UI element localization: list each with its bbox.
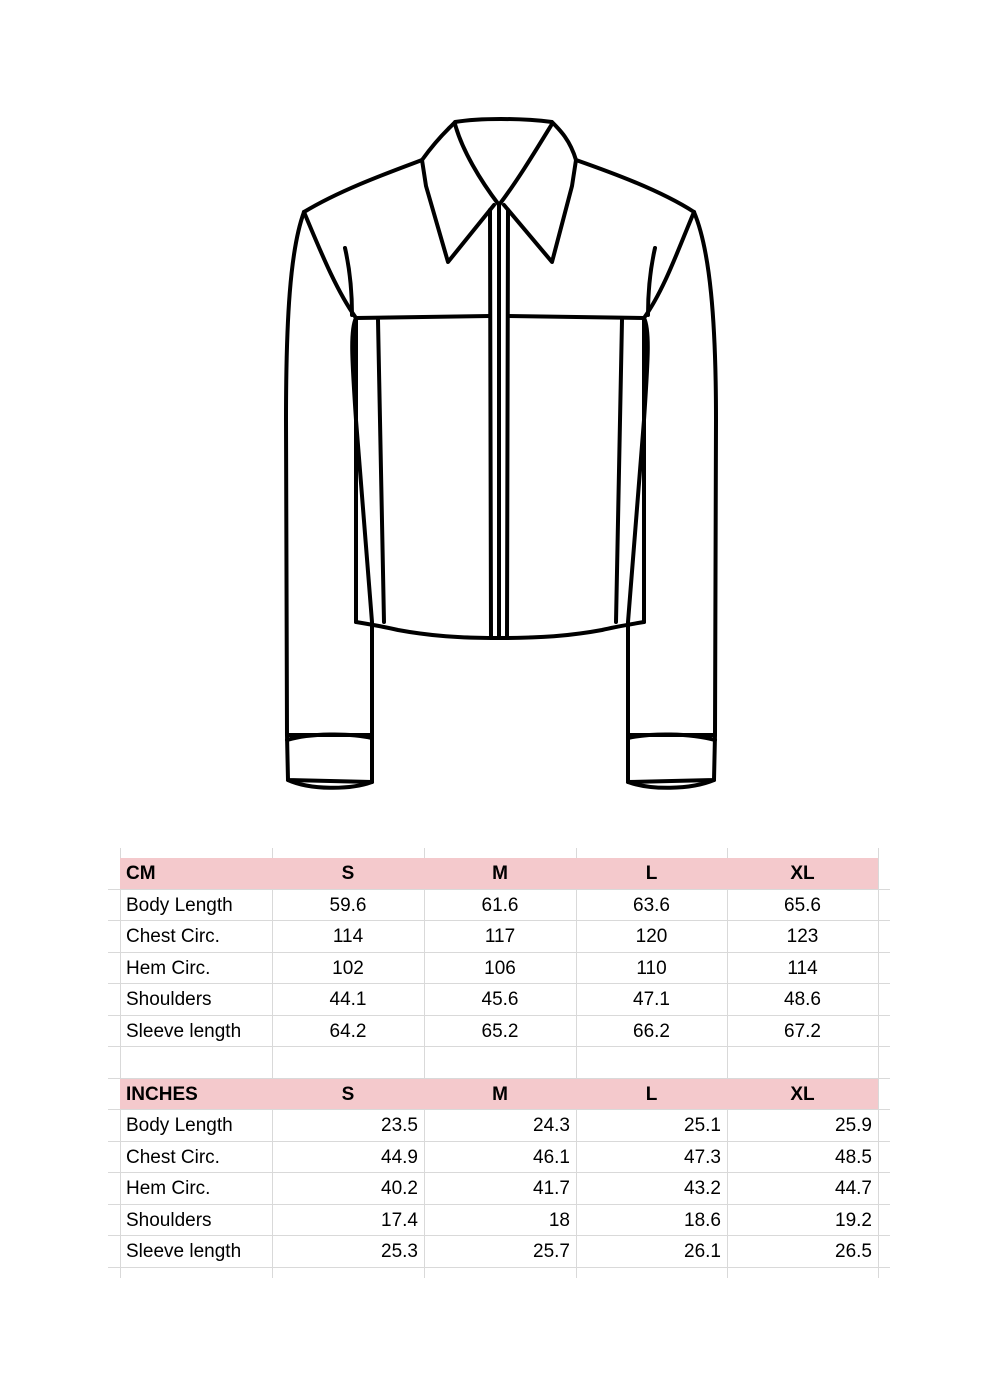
measurement-label: Shoulders [126, 989, 212, 1010]
table-row [108, 1205, 890, 1237]
measurement-label: Body Length [126, 1115, 233, 1136]
cm-unit-label: CM [120, 858, 272, 889]
measurement-label: Hem Circ. [126, 1178, 211, 1199]
left-shoulder [304, 160, 422, 212]
table-cell: 25.9 [835, 1115, 872, 1136]
table-cell: 59.6 [329, 894, 367, 916]
table-cell: 66.2 [633, 1020, 670, 1042]
right-panel-seam [616, 320, 622, 622]
size-chart-table [108, 848, 890, 1278]
table-row [108, 1142, 890, 1174]
size-header-m: M [424, 1079, 576, 1110]
table-cell: 123 [786, 926, 819, 947]
measurement-label: Sleeve length [126, 1241, 242, 1262]
table-cell: 106 [484, 957, 516, 979]
size-header-s: S [272, 858, 424, 889]
table-row [108, 921, 890, 953]
table-cell: 120 [635, 926, 668, 947]
table-row [108, 1236, 890, 1268]
collar-left-point [422, 160, 494, 262]
table-cell: 25.3 [381, 1241, 418, 1262]
table-cell: 43.2 [684, 1178, 721, 1199]
table-cell: 110 [636, 957, 667, 979]
left-sleeve-outline [286, 212, 304, 735]
size-header-l: L [576, 858, 727, 889]
table-row [108, 1173, 890, 1205]
measurement-label: Sleeve length [126, 1020, 242, 1042]
zipper-right [507, 210, 508, 638]
inches-unit-label: INCHES [120, 1079, 272, 1110]
table-cell: 46.1 [533, 1146, 570, 1168]
inches-header-row [108, 1079, 890, 1111]
size-header-xl: XL [727, 1079, 878, 1110]
table-cell: 47.3 [684, 1146, 721, 1168]
table-cell: 25.1 [684, 1115, 721, 1136]
table-cell: 26.5 [835, 1241, 872, 1262]
collar-neckline [455, 124, 552, 205]
table-cell: 63.6 [633, 894, 670, 916]
table-cell: 64.2 [329, 1020, 367, 1042]
table-cell: 114 [332, 926, 364, 947]
table-row [108, 984, 890, 1016]
measurement-label: Chest Circ. [126, 926, 220, 947]
table-cell: 26.1 [684, 1241, 721, 1262]
table-cell: 45.6 [481, 989, 519, 1010]
table-row [108, 1110, 890, 1142]
table-cell: 18.6 [684, 1209, 721, 1231]
right-shoulder [576, 160, 694, 212]
size-header-s: S [272, 1079, 424, 1110]
size-header-m: M [424, 858, 576, 889]
table-row [108, 890, 890, 922]
table-cell: 65.2 [481, 1020, 519, 1042]
right-sleeve-outline [694, 212, 716, 735]
table-cell: 67.2 [784, 1020, 821, 1042]
table-cell: 25.7 [533, 1241, 570, 1262]
table-cell: 61.6 [481, 894, 519, 916]
table-cell: 40.2 [381, 1178, 418, 1199]
size-header-l: L [576, 1079, 727, 1110]
collar-right-point [504, 160, 576, 262]
zipper-left [490, 210, 491, 638]
table-cell: 117 [484, 926, 516, 947]
spacer-row [108, 1047, 890, 1079]
left-cuff [287, 735, 372, 782]
table-row [108, 1016, 890, 1048]
table-cell: 44.1 [329, 989, 367, 1010]
table-cell: 17.4 [381, 1209, 418, 1231]
table-cell: 102 [332, 957, 364, 979]
table-cell: 19.2 [835, 1209, 872, 1231]
table-cell: 44.9 [381, 1146, 418, 1168]
table-cell: 114 [787, 957, 818, 979]
size-header-xl: XL [727, 858, 878, 889]
cm-header-row [108, 858, 890, 890]
table-row [108, 953, 890, 985]
table-cell: 23.5 [381, 1115, 418, 1136]
measurement-label: Hem Circ. [126, 957, 211, 979]
table-cell: 41.7 [533, 1178, 570, 1199]
left-panel-seam [378, 320, 384, 622]
table-cell: 48.6 [784, 989, 821, 1010]
table-cell: 48.5 [835, 1146, 872, 1168]
table-cell: 18 [548, 1209, 570, 1231]
table-cell: 44.7 [835, 1178, 872, 1199]
table-cell: 24.3 [533, 1115, 570, 1136]
right-cuff [628, 735, 715, 782]
measurement-label: Shoulders [126, 1209, 212, 1231]
table-cell: 65.6 [784, 894, 821, 916]
table-cell: 47.1 [633, 989, 670, 1010]
measurement-label: Chest Circ. [126, 1146, 220, 1168]
left-cuff-seam [287, 734, 372, 740]
measurement-label: Body Length [126, 894, 233, 916]
right-cuff-seam [628, 734, 715, 740]
